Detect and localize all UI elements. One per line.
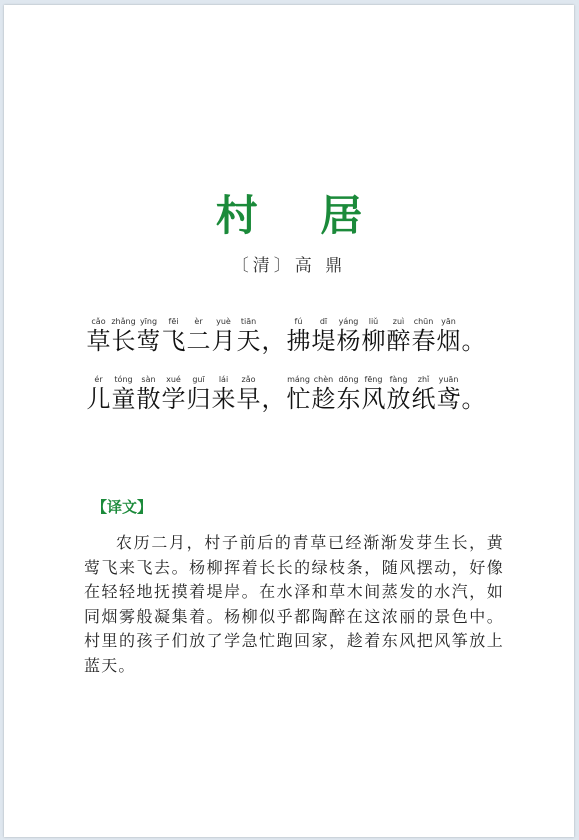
hanzi: 儿 [86,385,111,413]
hanzi: 早 [236,385,261,413]
hanzi: 。 [461,327,486,355]
translation-text: 农历二月，村子前后的青草已经渐渐发芽生长，黄莺飞来飞去。杨柳挥着长长的绿枝条，随风摆动，好像在轻轻地抚摸着堤岸。在水泽和草木间蒸发的水汽，如同烟雾般凝集着。杨柳似乎都陶醉在这浓丽的景色中。村里的孩子们放了学急忙跑回家，趁着东风把风筝放上蓝天。 [84,533,504,675]
pinyin-annotation: ér [94,375,103,384]
pinyin-annotation: yuè [216,317,231,326]
poem-character [386,317,411,355]
pinyin-annotation: fēng [364,375,383,384]
pinyin-annotation: fú [294,317,303,326]
hanzi: 散 [136,385,161,413]
hanzi: 学 [161,385,186,413]
pinyin-annotation: yīng [139,317,158,326]
poem-punctuation [461,317,486,355]
hanzi: 。 [461,385,486,413]
poem-punctuation [461,375,486,413]
hanzi: 放 [386,385,411,413]
pinyin-annotation: fēi [168,317,179,326]
hanzi: 月 [211,327,236,355]
hanzi: ， [261,327,286,355]
pinyin-annotation: cǎo [91,317,106,326]
poem-character [211,317,236,355]
hanzi: 莺 [136,327,161,355]
poem-character [236,375,261,413]
hanzi: 趁 [311,385,336,413]
pinyin-annotation: lái [218,375,229,384]
poem-character [436,375,461,413]
translation-heading: 【译文】 [92,498,153,516]
poem-line-2 [86,375,506,413]
hanzi: 童 [111,385,136,413]
hanzi: 纸 [411,385,436,413]
pinyin-annotation: zhǐ [417,375,430,384]
pinyin-annotation: guī [192,375,205,384]
poem-character [311,317,336,355]
poem-character [411,375,436,413]
hanzi: 烟 [436,327,461,355]
poem-character [86,375,111,413]
hanzi: 堤 [311,327,336,355]
hanzi: 鸢 [436,385,461,413]
poem-character [286,375,311,413]
document-page [4,5,574,837]
poem-character [211,375,236,413]
pinyin-annotation: dōng [338,375,359,384]
hanzi: 风 [361,385,386,413]
poem-character [336,317,361,355]
poem-character [361,317,386,355]
pinyin-annotation: tóng [114,375,133,384]
hanzi: 春 [411,327,436,355]
poem-character [386,375,411,413]
poem-character [136,375,161,413]
hanzi: 草 [86,327,111,355]
poem-character [186,317,211,355]
hanzi: 忙 [286,385,311,413]
poem-author: 〔清〕高 鼎 [231,256,347,276]
poem-line-1 [86,317,506,355]
pinyin-annotation: zuì [392,317,405,326]
pinyin-annotation: yuān [438,375,459,384]
hanzi: 醉 [386,327,411,355]
hanzi: 拂 [286,327,311,355]
pinyin-annotation: èr [194,317,203,326]
poem-character [111,375,136,413]
pinyin-annotation: dī [319,317,328,326]
pinyin-annotation: zǎo [241,375,256,384]
poem-character [161,375,186,413]
pinyin-annotation: sàn [141,375,156,384]
hanzi: 飞 [161,327,186,355]
hanzi: 归 [186,385,211,413]
hanzi: ， [261,385,286,413]
pinyin-annotation: yáng [338,317,359,326]
poem-character [236,317,261,355]
hanzi: 来 [211,385,236,413]
poem-title: 村 居 [215,191,387,240]
pinyin-annotation: chèn [313,375,334,384]
pinyin-annotation: yān [441,317,456,326]
poem-character [111,317,136,355]
pinyin-annotation: chūn [413,317,434,326]
poem-character [311,375,336,413]
poem-character [336,375,361,413]
poem-character [436,317,461,355]
poem-punctuation [261,375,286,413]
hanzi: 长 [111,327,136,355]
hanzi: 天 [236,327,261,355]
hanzi: 二 [186,327,211,355]
poem-character [186,375,211,413]
poem-character [86,317,111,355]
poem-character [411,317,436,355]
poem-punctuation [261,317,286,355]
poem-character [136,317,161,355]
pinyin-annotation: máng [287,375,310,384]
poem-character [361,375,386,413]
poem-character [286,317,311,355]
pinyin-annotation: fàng [389,375,408,384]
hanzi: 柳 [361,327,386,355]
pinyin-annotation: tiān [240,317,257,326]
hanzi: 杨 [336,327,361,355]
pinyin-annotation: zhǎng [111,317,136,326]
hanzi: 东 [336,385,361,413]
pinyin-annotation: liǔ [368,317,379,326]
pinyin-annotation: xué [166,375,181,384]
poem-character [161,317,186,355]
